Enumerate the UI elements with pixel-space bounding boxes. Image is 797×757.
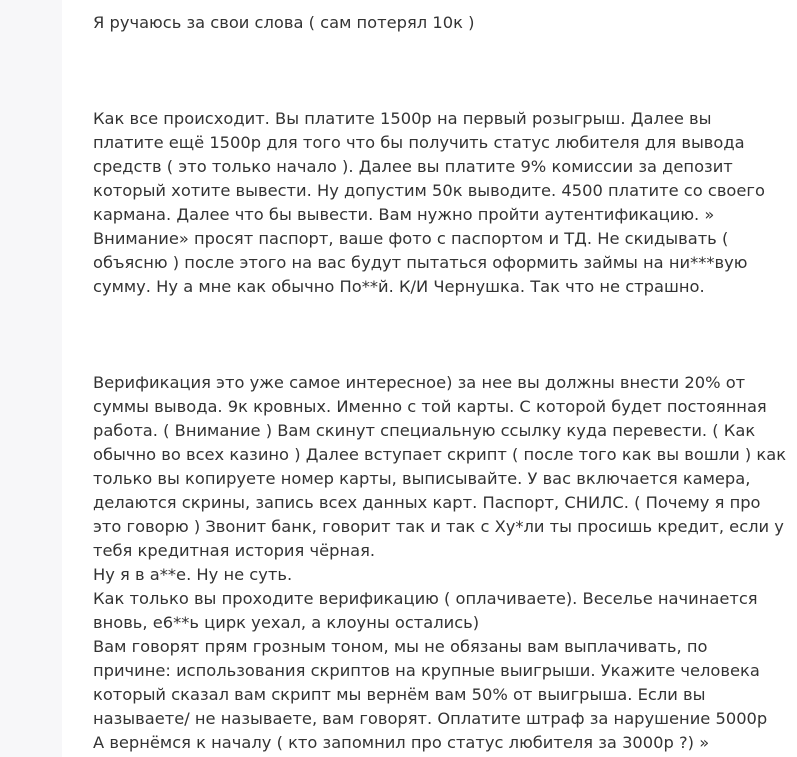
text-line: объясню ) после этого на вас будут пытаться оформить займы на ни***вую	[93, 253, 748, 272]
text-line: А вернёмся к началу ( кто запомнил про статус любителя за 3000р ?) »	[93, 733, 710, 752]
text-line: тебя кредитная история чёрная.	[93, 541, 376, 560]
text-line: платите ещё 1500р для того что бы получить статус любителя для вывода	[93, 133, 745, 152]
paragraph-1	[93, 107, 793, 299]
spacer	[93, 35, 793, 59]
text-line: делаются скрины, запись всех данных карт. Паспорт, СНИЛС. ( Почему я про	[93, 493, 761, 512]
text-line: Верификация это уже самое интересное) за нее вы должны внести 20% от	[93, 373, 746, 392]
text-line: сумму. Ну а мне как обычно По**й. К/И Чернушка. Так что не страшно.	[93, 277, 705, 296]
text-line: средств ( это только начало ). Далее вы платите 9% комиссии за депозит	[93, 157, 733, 176]
text-line: Ну я в а**е. Ну не суть.	[93, 565, 293, 584]
spacer	[93, 59, 793, 83]
text-line: Вам говорят прям грозным тоном, мы не обязаны вам выплачивать, по	[93, 637, 708, 656]
intro-line: Я ручаюсь за свои слова ( сам потерял 10к )	[93, 13, 475, 32]
text-line: только вы копируете номер карты, выписывайте. У вас включается камера,	[93, 469, 751, 488]
text-line: суммы вывода. 9к кровных. Именно с той карты. С которой будет постоянная	[93, 397, 767, 416]
text-line: работа. ( Внимание ) Вам скинут специальную ссылку куда перевести. ( Как	[93, 421, 756, 440]
spacer	[93, 347, 793, 371]
text-line: Внимание» просят паспорт, ваше фото с паспортом и ТД. Не скидывать (	[93, 229, 729, 248]
text-line: кармана. Далее что бы вывести. Вам нужно пройти аутентификацию. »	[93, 205, 715, 224]
text-line: обычно во всех казино ) Далее вступает скрипт ( после того как вы вошли ) как	[93, 445, 787, 464]
post-text	[93, 11, 793, 755]
text-line: причине: использования скриптов на крупные выигрыши. Укажите человека	[93, 661, 760, 680]
post-content	[62, 0, 797, 757]
text-line: Как все происходит. Вы платите 1500р на первый розыгрыш. Далее вы	[93, 109, 712, 128]
text-line: это говорю ) Звонит банк, говорит так и так с Ху*ли ты просишь кредит, если у	[93, 517, 784, 536]
spacer	[93, 299, 793, 323]
spacer	[93, 83, 793, 107]
text-line: который сказал вам скрипт мы вернём вам 50% от выигрыша. Если вы	[93, 685, 706, 704]
spacer	[93, 323, 793, 347]
text-line: вновь, е6**ь цирк уехал, а клоуны остались)	[93, 613, 480, 632]
text-line: называете/ не называете, вам говорят. Оплатите штраф за нарушение 5000р	[93, 709, 768, 728]
text-line: Как только вы проходите верификацию ( оплачиваете). Веселье начинается	[93, 589, 758, 608]
paragraph-2	[93, 371, 793, 755]
left-gutter	[0, 0, 62, 757]
text-line: который хотите вывести. Ну допустим 50к выводите. 4500 платите со своего	[93, 181, 765, 200]
